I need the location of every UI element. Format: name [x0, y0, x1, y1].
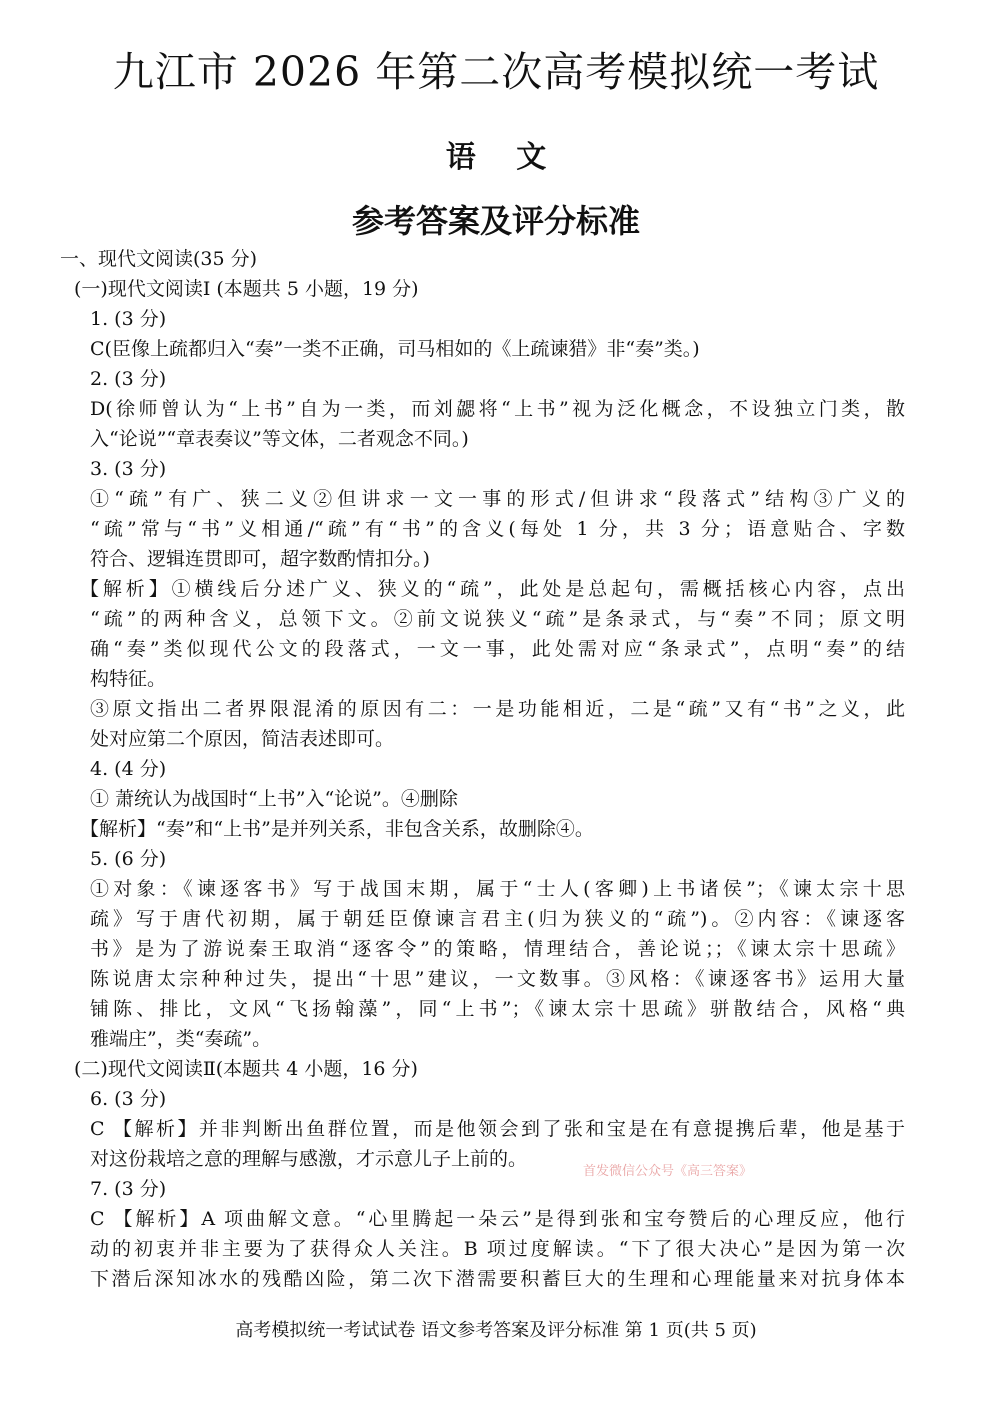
answer-key-subtitle: 参考答案及评分标准: [351, 202, 640, 240]
answer-text: 铺陈、排比，文风“飞扬翰藻”，同“上书”；《谏太宗十思疏》骈散结合，风格“典: [90, 998, 905, 1020]
analysis-text: 【解析】“奏”和“上书”是并列关系，非包含关系，故删除④。: [80, 818, 594, 840]
question-number: 2. (3 分): [90, 368, 167, 390]
answer-text: 陈说唐太宗种种过失，提出“十思”建议，一文数事。③风格：《谏逐客书》运用大量: [90, 968, 905, 990]
subject-heading: 语 文: [445, 140, 547, 175]
question-number: 4. (4 分): [90, 758, 167, 780]
page-footer: 高考模拟统一考试试卷 语文参考答案及评分标准 第 1 页(共 5 页): [235, 1320, 757, 1341]
answer-text: 动的初衷并非主要为了获得众人关注。B 项过度解读。“下了很大决心”是因为第一次: [90, 1238, 905, 1260]
exam-title: 九江市 2026 年第二次高考模拟统一考试: [112, 48, 880, 96]
question-number: 5. (6 分): [90, 848, 167, 870]
answer-text: C 【解析】并非判断出鱼群位置，而是他领会到了张和宝是在有意提携后辈，他是基于: [90, 1118, 905, 1140]
answer-text: D(徐师曾认为“上书”自为一类，而刘勰将“上书”视为泛化概念，不设独立门类，散: [90, 398, 905, 420]
answer-text: 入“论说”“章表奏议”等文体，二者观念不同。): [90, 428, 469, 450]
answer-text: C(臣像上疏都归入“奏”一类不正确，司马相如的《上疏谏猎》非“奏”类。): [90, 338, 700, 360]
answer-text: ①“疏”有广、狭二义②但讲求一文一事的形式/但讲求“段落式”结构③广义的: [90, 488, 905, 510]
answer-body: [60, 244, 905, 1294]
subsection-heading: (一)现代文阅读Ⅰ (本题共 5 小题，19 分): [74, 278, 419, 300]
answer-text: “疏”常与“书”义相通/“疏”有“书”的含义(每处 1 分，共 3 分；语意贴合、字数: [90, 518, 905, 540]
answer-text: 下潜后深知冰水的残酷凶险，第二次下潜需要积蓄巨大的生理和心理能量来对抗身体本: [90, 1268, 905, 1290]
question-number: 1. (3 分): [90, 308, 167, 330]
answer-text: ① 萧统认为战国时“上书”入“论说”。④删除: [90, 788, 458, 810]
answer-text: 对这份栽培之意的理解与感激，才示意儿子上前的。: [90, 1148, 528, 1170]
answer-text: 雅端庄”，类“奏疏”。: [90, 1028, 272, 1050]
answer-text: 书》是为了游说秦王取消“逐客令”的策略，情理结合，善论说；；《谏太宗十思疏》: [90, 938, 905, 960]
analysis-text: 【解析】①横线后分述广义、狭义的“疏”，此处是总起句，需概括核心内容，点出: [80, 578, 905, 600]
question-number: 6. (3 分): [90, 1088, 167, 1110]
answer-text: ①对象：《谏逐客书》写于战国末期，属于“士人(客卿)上书诸侯”；《谏太宗十思: [90, 878, 905, 900]
section-heading: 一、现代文阅读(35 分): [60, 248, 258, 270]
question-number: 3. (3 分): [90, 458, 167, 480]
answer-text: 疏》写于唐代初期，属于朝廷臣僚谏言君主(归为狭义的“疏”)。②内容：《谏逐客: [90, 908, 905, 930]
answer-text: C 【解析】A 项曲解文意。“心里腾起一朵云”是得到张和宝夸赞后的心理反应，他行: [90, 1208, 905, 1230]
analysis-text: “疏”的两种含义，总领下文。②前文说狭义“疏”是条录式，与“奏”不同；原文明: [90, 608, 905, 630]
analysis-text: 构特征。: [90, 668, 167, 690]
question-number: 7. (3 分): [90, 1178, 167, 1200]
analysis-text: 处对应第二个原因，简洁表述即可。: [90, 728, 395, 750]
analysis-text: ③原文指出二者界限混淆的原因有二：一是功能相近，二是“疏”又有“书”之义，此: [90, 698, 905, 720]
answer-text: 符合、逻辑连贯即可，超字数酌情扣分。): [90, 548, 430, 570]
watermark-text: 首发微信公众号《高三答案》: [583, 1164, 753, 1179]
subsection-heading: (二)现代文阅读Ⅱ(本题共 4 小题，16 分): [74, 1058, 418, 1080]
analysis-text: 确“奏”类似现代公文的段落式，一文一事，此处需对应“条录式”，点明“奏”的结: [90, 638, 905, 660]
